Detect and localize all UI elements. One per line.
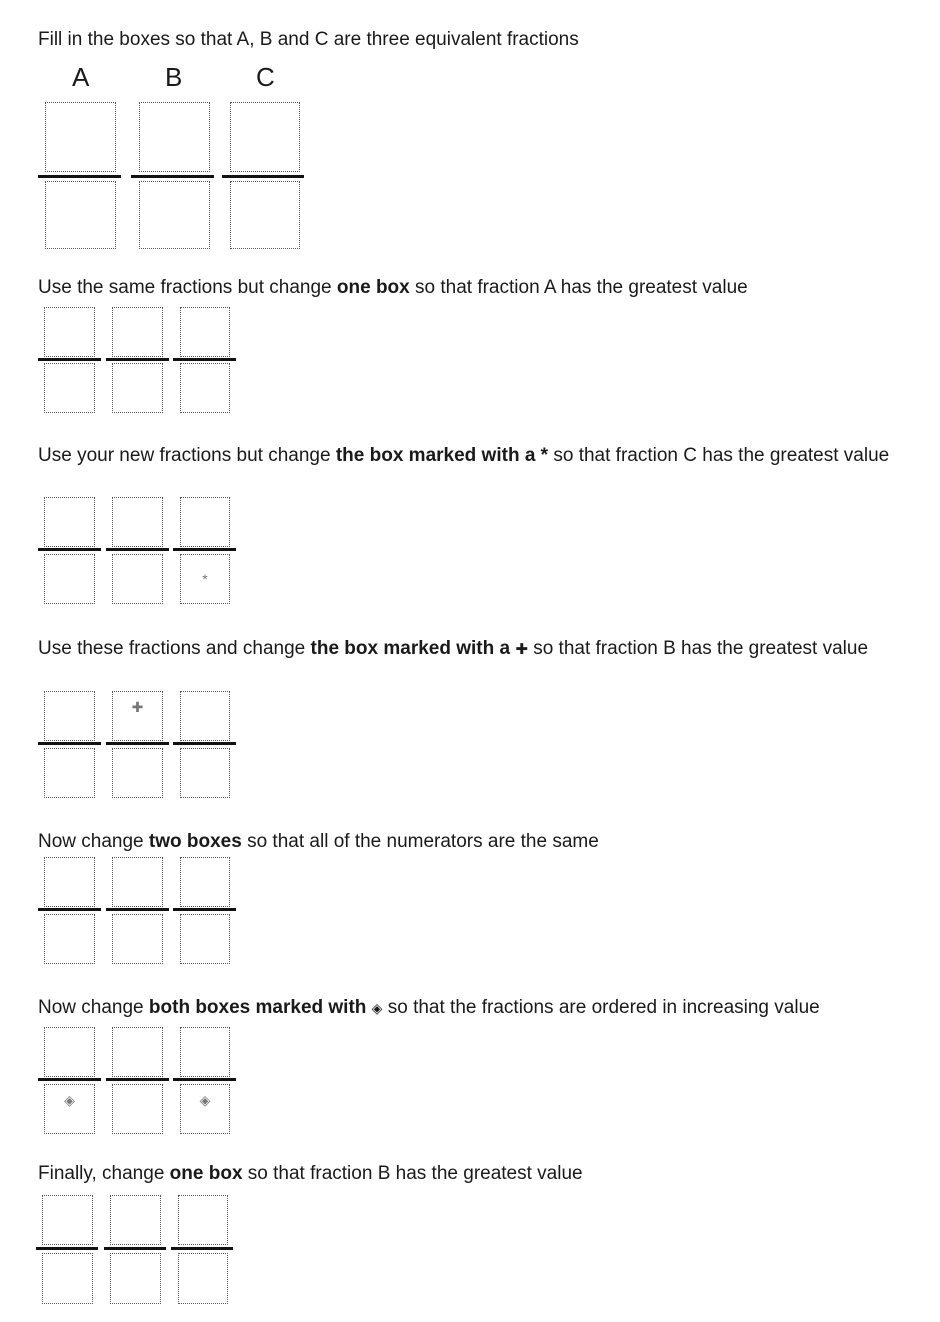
set3-b-bar: [106, 548, 169, 551]
set5-c-numerator-box[interactable]: [180, 857, 230, 907]
set6-c-denominator-box-diamond[interactable]: [180, 1084, 230, 1134]
set3-c-numerator-box[interactable]: [180, 497, 230, 547]
label-a: A: [72, 62, 90, 92]
set7-c-numerator-box[interactable]: [178, 1195, 228, 1245]
label-b: B: [165, 62, 183, 92]
set3-c-denominator-box-star[interactable]: [180, 554, 230, 604]
set2-a-numerator-box[interactable]: [44, 307, 95, 357]
set2-c-bar: [173, 358, 236, 361]
set2-b-numerator-box[interactable]: [112, 307, 163, 357]
set5-c-bar: [173, 908, 236, 911]
fraction-b-denominator-box[interactable]: [139, 181, 210, 249]
plus-icon: ✚: [515, 641, 528, 658]
set3-a-numerator-box[interactable]: [44, 497, 95, 547]
heading-equivalent-fractions: Fill in the boxes so that A, B and C are three equivalent fractions: [38, 29, 579, 50]
fraction-a-denominator-box[interactable]: [45, 181, 116, 249]
instruction-change-diamond-boxes: Now change both boxes marked with ◈ so that the fractions are ordered in increasing value: [38, 997, 820, 1018]
set4-c-numerator-box[interactable]: [180, 691, 230, 741]
set5-b-denominator-box[interactable]: [112, 914, 163, 964]
set6-a-numerator-box[interactable]: [44, 1027, 95, 1077]
instruction-change-star-box: Use your new fractions but change the box marked with a * so that fraction C has the greatest value: [38, 445, 890, 466]
set2-b-bar: [106, 358, 169, 361]
set7-a-bar: [36, 1247, 98, 1250]
instruction-final-change: Finally, change one box so that fraction B has the greatest value: [38, 1163, 583, 1184]
set5-b-numerator-box[interactable]: [112, 857, 163, 907]
plus-icon: ✚: [131, 699, 144, 715]
diamond-icon: ◈: [371, 1000, 383, 1016]
set2-a-denominator-box[interactable]: [44, 363, 95, 413]
set6-b-denominator-box[interactable]: [112, 1084, 163, 1134]
set4-a-bar: [38, 742, 101, 745]
set3-a-bar: [38, 548, 101, 551]
set6-b-bar: [106, 1078, 169, 1081]
set3-c-bar: [173, 548, 236, 551]
set4-b-bar: [106, 742, 169, 745]
set6-a-denominator-box-diamond[interactable]: [44, 1084, 95, 1134]
set5-a-bar: [38, 908, 101, 911]
set2-c-numerator-box[interactable]: [180, 307, 230, 357]
fraction-b-numerator-box[interactable]: [139, 102, 210, 172]
set7-b-denominator-box[interactable]: [110, 1253, 161, 1304]
set7-c-bar: [171, 1247, 233, 1250]
diamond-icon: ◈: [64, 1092, 75, 1108]
set5-a-denominator-box[interactable]: [44, 914, 95, 964]
set4-a-numerator-box[interactable]: [44, 691, 95, 741]
fraction-a-bar: [38, 175, 121, 178]
fraction-c-numerator-box[interactable]: [230, 102, 300, 172]
set7-a-denominator-box[interactable]: [42, 1253, 93, 1304]
star-marker: *: [202, 571, 208, 587]
fraction-c-bar: [222, 175, 304, 178]
set2-c-denominator-box[interactable]: [180, 363, 230, 413]
set5-a-numerator-box[interactable]: [44, 857, 95, 907]
instruction-change-two-boxes: Now change two boxes so that all of the numerators are the same: [38, 831, 599, 852]
diamond-icon: ◈: [199, 1092, 211, 1108]
set4-a-denominator-box[interactable]: [44, 748, 95, 798]
set6-c-bar: [173, 1078, 236, 1081]
label-c: C: [256, 62, 275, 92]
fraction-c-denominator-box[interactable]: [230, 181, 300, 249]
set6-a-bar: [38, 1078, 101, 1081]
set7-b-numerator-box[interactable]: [110, 1195, 161, 1245]
instruction-change-plus-box: Use these fractions and change the box marked with a ✚ so that fraction B has the greatest value: [38, 638, 869, 659]
set4-c-denominator-box[interactable]: [180, 748, 230, 798]
set4-b-denominator-box[interactable]: [112, 748, 163, 798]
set6-c-numerator-box[interactable]: [180, 1027, 230, 1077]
set3-a-denominator-box[interactable]: [44, 554, 95, 604]
set7-b-bar: [104, 1247, 166, 1250]
set2-a-bar: [38, 358, 101, 361]
fraction-a-numerator-box[interactable]: [45, 102, 116, 172]
set7-a-numerator-box[interactable]: [42, 1195, 93, 1245]
fraction-b-bar: [131, 175, 214, 178]
set4-c-bar: [173, 742, 236, 745]
set4-b-numerator-box-plus[interactable]: [112, 691, 163, 741]
set3-b-numerator-box[interactable]: [112, 497, 163, 547]
set5-c-denominator-box[interactable]: [180, 914, 230, 964]
instruction-change-one-box-a: Use the same fractions but change one box so that fraction A has the greatest value: [38, 277, 748, 298]
set2-b-denominator-box[interactable]: [112, 363, 163, 413]
set5-b-bar: [106, 908, 169, 911]
set7-c-denominator-box[interactable]: [178, 1253, 228, 1304]
set6-b-numerator-box[interactable]: [112, 1027, 163, 1077]
set3-b-denominator-box[interactable]: [112, 554, 163, 604]
